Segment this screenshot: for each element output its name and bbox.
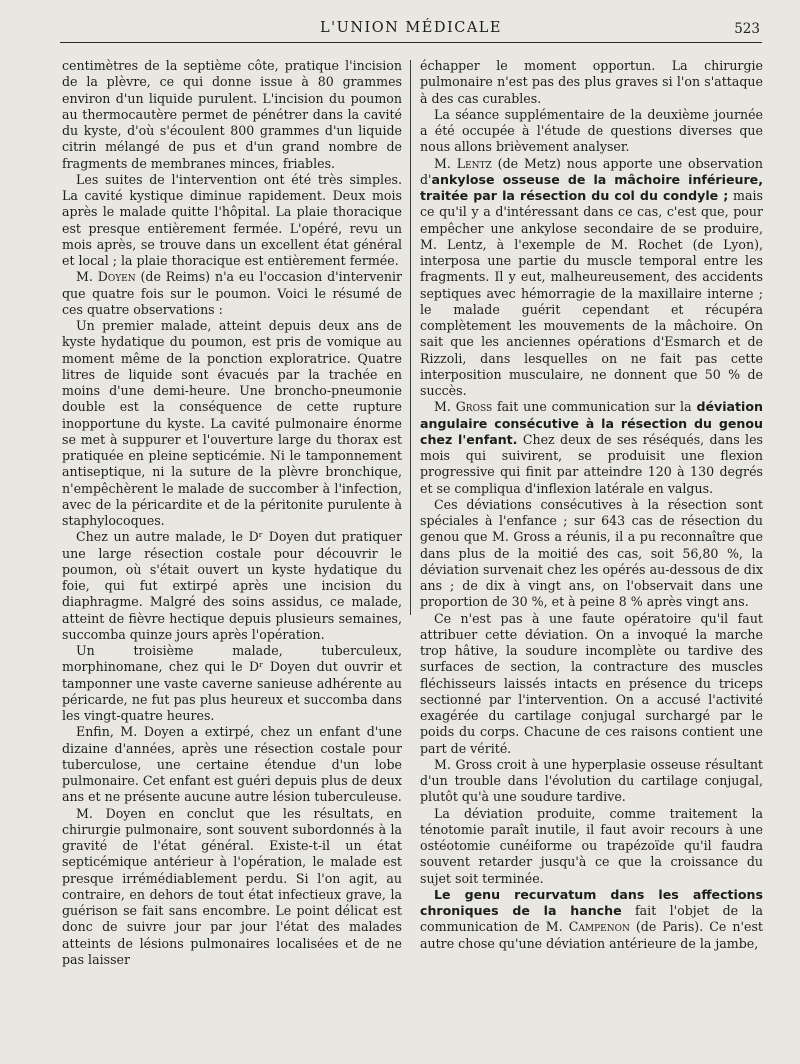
paragraph: Enfin, M. Doyen a extirpé, chez un enfant d'une dizaine d'années, après une résection costale pour tuberculose, une certaine étendue d'un lobe pulmonaire. Cet enfant est guéri depuis plus de deux ans et ne présente aucune autre lésion tuberculeuse. [62,724,402,805]
paragraph: Ce n'est pas à une faute opératoire qu'il faut attribuer cette déviation. On a invoqué la marche trop hâtive, la soudure incomplète ou tardive des surfaces de section, la contracture des muscles fléchisseurs laissés intacts en présence du triceps sectionné par l'intervention. On a accusé l'activité exagérée du cartilage conjugal surchargé par le poids du corps. Chacune de ces raisons contient une part de vérité. [420,610,763,756]
journal-title: L'UNION MÉDICALE [320,20,502,36]
author-name: M. Doyen [76,269,136,285]
paragraph [62,269,402,318]
column-divider [410,60,411,615]
paragraph: M. Doyen en conclut que les résultats, en chirurgie pulmonaire, sont souvent subordonnés à la gravité de l'état général. Existe-t-il un état septicémique antérieur à l'opération, le malade est presque irrémédiablement perdu. Si l'on agit, au contraire, en dehors de tout état infectieux grave, la guérison se fait sans encombre. Le point délicat est donc de suivre jour par jour l'état des malades atteints de lésions pulmonaires localisées et de ne pas laisser [62,805,402,967]
paragraph [420,887,763,952]
paragraph [420,399,763,497]
running-header [60,18,762,43]
page-number: 523 [734,21,760,37]
paragraph-text: fait l'objet de la communication de M. [420,903,763,935]
paragraph: La déviation produite, comme traitement la ténotomie paraît inutile, il faut avoir recours à une ostéotomie cunéiforme ou trapézoïde qu'il faudra souvent retarder jusqu'à ce que la croissance du sujet soit terminée. [420,805,763,886]
paragraph-text: fait une communication sur la [492,399,697,415]
paragraph-text: (de Paris). Ce n'est autre chose qu'une déviation antérieure de la jambe, [420,919,763,951]
paragraph: échapper le moment opportun. La chirurgie pulmonaire n'est pas des plus graves si l'on s'attaque à des cas curables. [420,58,763,106]
right-column [420,58,763,952]
paragraph: centimètres de la septième côte, pratique l'incision de la plèvre, ce qui donne issue à 80 grammes environ d'un liquide purulent. L'incision du poumon au thermocautère permet de pénétrer dans la cavité du kyste, d'où s'écoulent 800 grammes d'un liquide citrin mélangé de pus et d'un grand nombre de fragments de membranes minces, friables. [62,58,402,171]
paragraph-text: Chez deux de ses réséqués, dans les mois qui suivirent, se produisit une flexion progressive qui finit par atteindre 120 à 130 degrés et se compliqua d'inflexion latérale en valgus. [420,431,763,496]
bold-topic: Le genu recurvatum dans les affections chroniques de la hanche [420,886,763,918]
paragraph: La séance supplémentaire de la deuxième journée a été occupée à l'étude de questions diverses que nous allons brièvement analyser. [420,106,763,155]
paragraph-text: (de Metz) nous apporte une observation d' [420,155,763,187]
bold-topic: déviation angulaire consécutive à la résection du genou chez l'enfant. [420,399,763,447]
author-name: M. Gross [434,399,493,415]
left-column [62,58,402,968]
paragraph: Les suites de l'intervention ont été très simples. La cavité kystique diminue rapidement. Deux mois après le malade quitte l'hôpital. La plaie thoracique est presque entièrement fermée. L'opéré, revu un mois après, se trouve dans un excellent état général et local ; la plaie thoracique est entièrement fermée. [62,171,402,268]
bold-topic: ankylose osseuse de la mâchoire inférieure, traitée par la résection du col du condyle ; [420,171,763,203]
author-name: Campenon [568,919,630,935]
paragraph [420,156,763,400]
author-name: M. Lentz [434,155,492,171]
paragraph-text: (de Reims) n'a eu l'occasion d'intervenir que quatre fois sur le poumon. Voici le résumé de ces quatre observations : [62,269,403,317]
paragraph: Chez un autre malade, le Dʳ Doyen dut pratiquer une large résection costale pour découvrir le poumon, où s'était ouvert un kyste hydatique du foie, qui fut extirpé après une incision du diaphragme. Malgré des soins assidus, ce malade, atteint de fièvre hectique depuis plusieurs semaines, succomba quinze jours après l'opération. [62,529,402,642]
paragraph: M. Gross croit à une hyperplasie osseuse résultant d'un trouble dans l'évolution du cartilage conjugal, plutôt qu'à une soudure tardive. [420,756,763,805]
paragraph: Ces déviations consécutives à la résection sont spéciales à l'enfance ; sur 643 cas de résection du genou que M. Gross a réunis, il a pu reconnaître que dans plus de la moitié des cas, soit 56,80 %, la déviation survenait chez les opérés au-dessous de dix ans ; de dix à vingt ans, on l'observait dans une proportion de 30 %, et à peine 8 % après vingt ans. [420,496,763,610]
paragraph: Un troisième malade, tuberculeux, morphinomane, chez qui le Dʳ Doyen dut ouvrir et tamponner une vaste caverne sanieuse adhérente au péricarde, ne fut pas plus heureux et succomba dans les vingt-quatre heures. [62,643,402,723]
paragraph: Un premier malade, atteint depuis deux ans de kyste hydatique du poumon, est pris de vomique au moment même de la ponction exploratrice. Quatre litres de liquide sont évacués par la trachée en moins d'une demi-heure. Une broncho-pneumonie double est la conséquence de cette rupture inopportune du kyste. La cavité pulmonaire énorme se met à suppurer et l'ouverture large du thorax est pratiquée en pleine septicémie. Ni le tamponnement antiseptique, ni la suture de la plèvre bronchique, n'empêchèrent le malade de succomber à l'infection, avec de la péricardite et de la péritonite purulente à staphylocoques. [62,318,402,528]
paragraph-text: mais ce qu'il y a d'intéressant dans ce cas, c'est que, pour empêcher une ankylose secondaire de se produire, M. Lentz, à l'exemple de M. Rochet (de Lyon), interposa une partie du muscle temporal entre les fragments. Il y eut, malheureusement, des accidents septiques avec hémorragie de la maxillaire interne ; le malade guérit cependant et récupéra complètement les mouvements de la mâchoire. On sait que les anciennes opérations d'Esmarch et de Rizzoli, dans lesquelles on ne fait pas cette interposition musculaire, ne donnent que 50 % de succès. [420,188,763,398]
